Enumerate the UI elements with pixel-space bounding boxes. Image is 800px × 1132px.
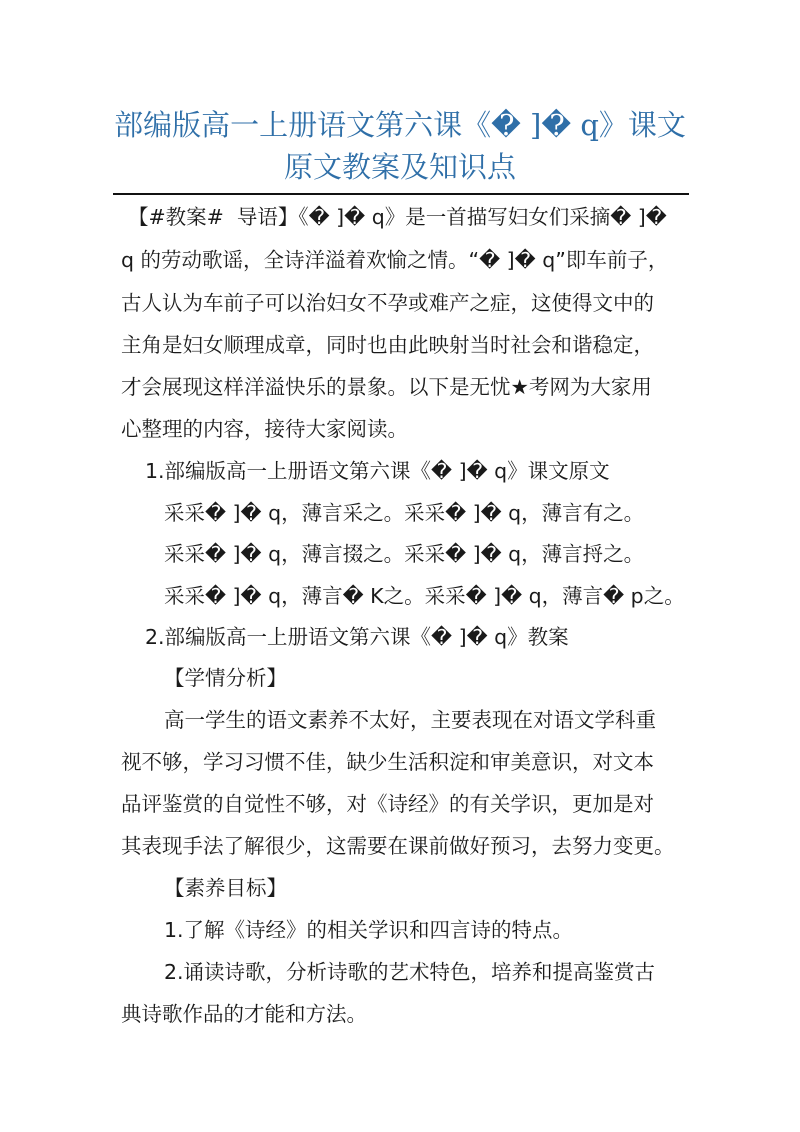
text-line: 高一学生的语文素养不太好，主要表现在对语文学科重 bbox=[164, 708, 656, 732]
poem-line: 采采� ]� q，薄言� K之。采采� ]� q，薄言� p之。 bbox=[164, 584, 685, 608]
text-line: 2.诵读诗歌，分析诗歌的艺术特色，培养和提高鉴赏古 bbox=[164, 960, 656, 984]
poem-line: 采采� ]� q，薄言采之。采采� ]� q，薄言有之。 bbox=[164, 501, 645, 525]
text-line: 其表现手法了解很少，这需要在课前做好预习，去努力变更。 bbox=[121, 834, 675, 858]
title-line-2: 原文教案及知识点 bbox=[283, 150, 516, 184]
text-line: 心整理的内容，接待大家阅读。 bbox=[121, 417, 408, 441]
text-line: 视不够，学习习惯不佳，缺少生活积淀和审美意识，对文本 bbox=[121, 750, 654, 774]
subsection-heading: 【素养目标】 bbox=[164, 876, 287, 900]
text-line: 典诗歌作品的才能和方法。 bbox=[121, 1002, 367, 1026]
text-line: 才会展现这样洋溢快乐的景象。以下是无忧★考网为大家用 bbox=[121, 375, 652, 399]
title-line-1: 部编版高一上册语文第六课《� ]� q》课文 bbox=[114, 108, 686, 142]
poem-line: 采采� ]� q，薄言掇之。采采� ]� q，薄言捋之。 bbox=[164, 542, 645, 566]
text-line: 【#教案# 导语】《� ]� q》是一首描写妇女们采摘� ]� bbox=[128, 205, 667, 229]
section-heading: 1.部编版高一上册语文第六课《� ]� q》课文原文 bbox=[145, 459, 610, 483]
subsection-heading: 【学情分析】 bbox=[164, 666, 287, 690]
text-line: 1.了解《诗经》的相关学识和四言诗的特点。 bbox=[164, 918, 574, 942]
text-line: 主角是妇女顺理成章，同时也由此映射当时社会和谐稳定， bbox=[121, 333, 654, 357]
text-line: q 的劳动歌谣，全诗洋溢着欢愉之情。“� ]� q”即车前子， bbox=[121, 248, 669, 272]
section-heading: 2.部编版高一上册语文第六课《� ]� q》教案 bbox=[145, 625, 569, 649]
text-line: 品评鉴赏的自觉性不够，对《诗经》的有关学识，更加是对 bbox=[121, 792, 654, 816]
text-line: 古人认为车前子可以治妇女不孕或难产之症，这使得文中的 bbox=[121, 291, 654, 315]
title-divider bbox=[113, 193, 689, 195]
